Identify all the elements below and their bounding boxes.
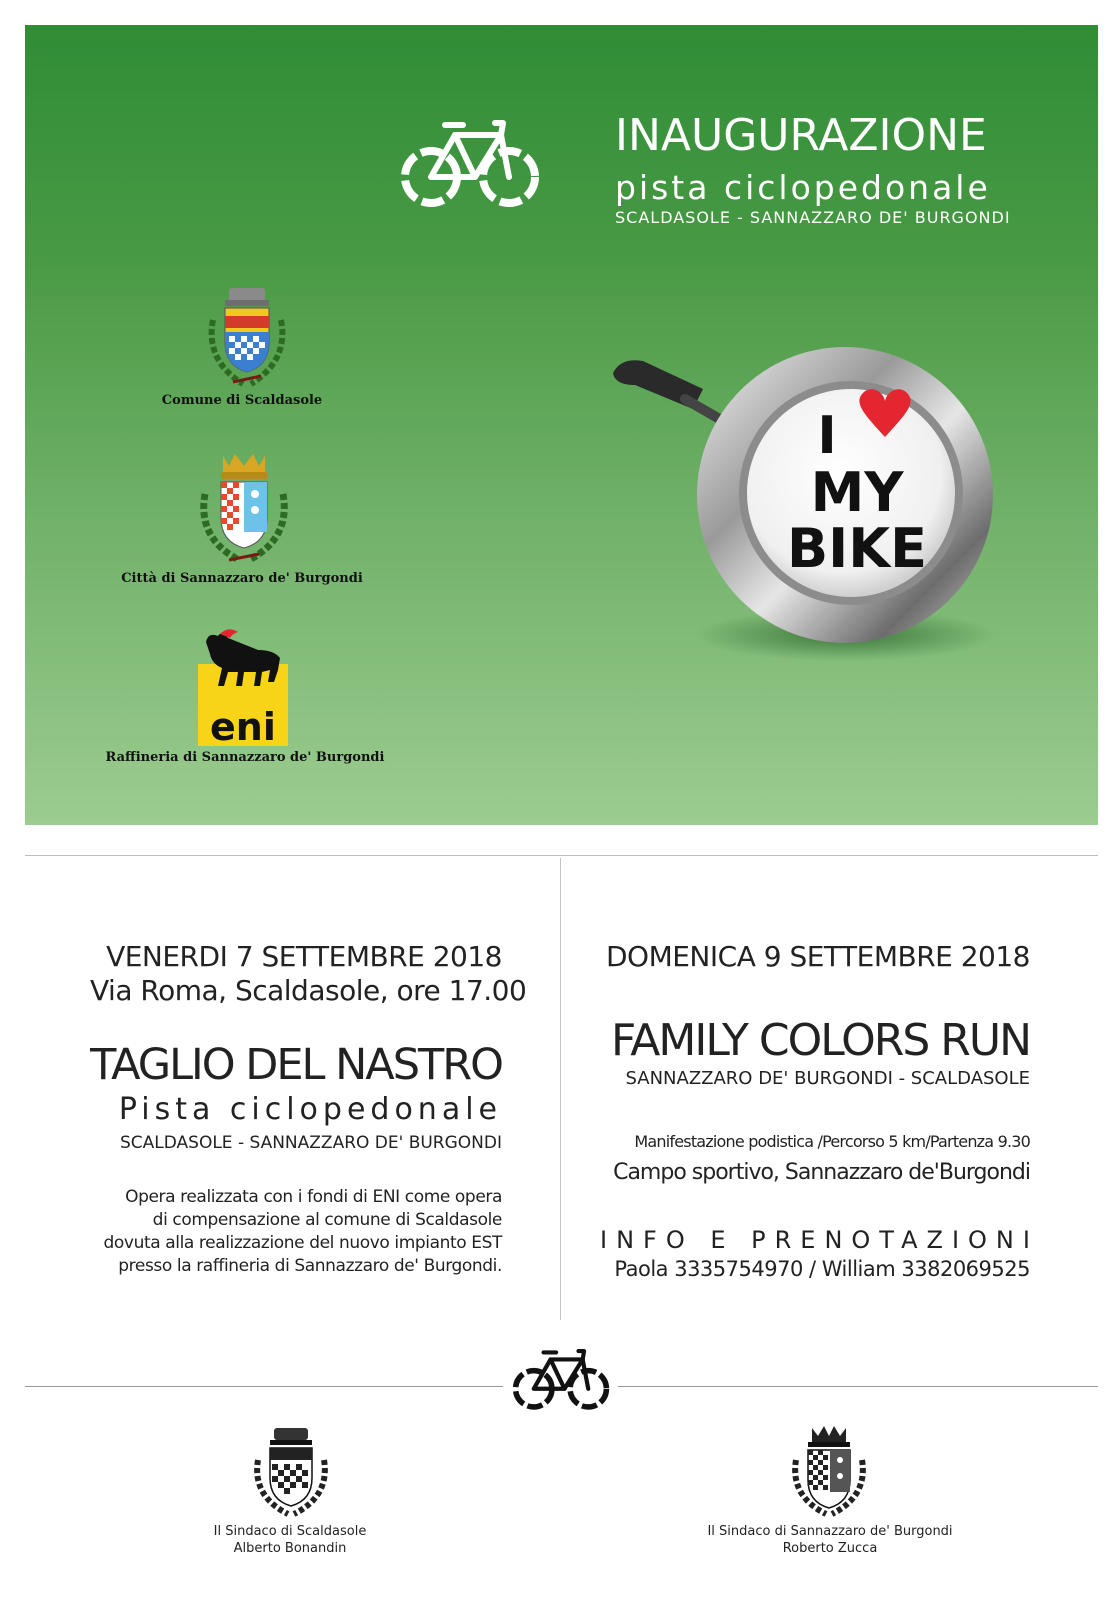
sannazzaro-crest-icon [195, 450, 293, 568]
description-line: Opera realizzata con i fondi di ENI come opera [125, 1187, 502, 1207]
left-event-route: SCALDASOLE - SANNAZZARO DE' BURGONDI [119, 1133, 502, 1153]
right-signature-title: Il Sindaco di Sannazzaro de' Burgondi [707, 1524, 953, 1539]
left-event-place: Via Roma, Scaldasole, ore 17.00 [90, 974, 527, 1007]
hero-panel [25, 25, 1098, 825]
hero-route: SCALDASOLE - SANNAZZARO DE' BURGONDI [615, 208, 1011, 227]
left-signature-name: Alberto Bonandin [233, 1541, 347, 1556]
scaldasole-caption: Comune di Scaldasole [161, 393, 323, 408]
left-event-headline: TAGLIO DEL NASTRO [90, 1040, 502, 1090]
eni-logo [198, 628, 288, 746]
right-event-venue: Campo sportivo, Sannazzaro de'Burgondi [613, 1160, 1030, 1185]
left-event-description [80, 1186, 502, 1278]
left-event-date: VENERDI 7 SETTEMBRE 2018 [106, 940, 502, 973]
bottom-divider-right [618, 1386, 1098, 1387]
hero-subtitle: pista ciclopedonale [615, 168, 991, 207]
top-divider [25, 855, 1098, 856]
description-line: presso la raffineria di Sannazzaro de' Burgondi. [118, 1256, 502, 1276]
bicycle-bell-image [595, 345, 1015, 665]
right-event-contacts: Paola 3335754970 / William 3382069525 [614, 1257, 1030, 1281]
hero-title: INAUGURAZIONE [615, 110, 987, 161]
right-event-details: Manifestazione podistica /Percorso 5 km/Partenza 9.30 [634, 1132, 1030, 1151]
right-event-route: SANNAZZARO DE' BURGONDI - SCALDASOLE [625, 1068, 1030, 1089]
eni-caption: Raffineria di Sannazzaro de' Burgondi [105, 750, 385, 765]
right-event-headline: FAMILY COLORS RUN [611, 1015, 1030, 1066]
scaldasole-crest-icon [250, 1424, 332, 1520]
bicycle-icon [397, 117, 543, 209]
sannazzaro-caption: Città di Sannazzaro de' Burgondi [121, 571, 363, 586]
column-divider [560, 858, 561, 1320]
left-event-subheadline: Pista ciclopedonale [118, 1092, 502, 1127]
bell-text-my: MY [810, 461, 904, 524]
sannazzaro-crest-icon [788, 1424, 870, 1520]
right-event-date: DOMENICA 9 SETTEMBRE 2018 [605, 940, 1030, 973]
bottom-divider-left [25, 1386, 503, 1387]
bicycle-icon [510, 1346, 612, 1412]
bell-text-i: I [817, 406, 837, 466]
eni-wordmark: eni [210, 705, 276, 746]
description-line: dovuta alla realizzazione del nuovo impianto EST [103, 1233, 502, 1253]
right-signature-name: Roberto Zucca [782, 1541, 878, 1556]
scaldasole-crest-icon [203, 280, 291, 392]
bell-text-bike: BIKE [787, 517, 927, 580]
right-event-info-label: INFO E PRENOTAZIONI [600, 1226, 1039, 1254]
description-line: di compensazione al comune di Scaldasole [152, 1210, 502, 1230]
left-signature-title: Il Sindaco di Scaldasole [213, 1524, 367, 1539]
